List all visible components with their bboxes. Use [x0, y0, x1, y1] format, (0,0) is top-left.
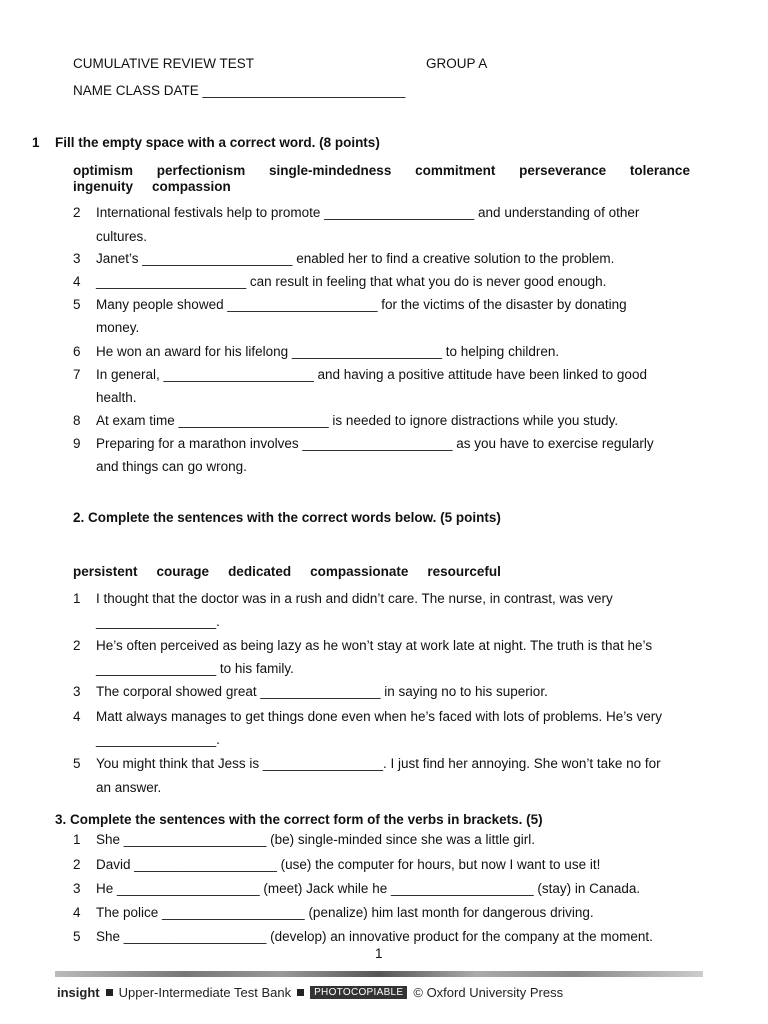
name-class-date-line: NAME CLASS DATE ___________________________: [73, 83, 406, 98]
square-bullet-icon: [106, 989, 113, 996]
word-bank-item: tolerance: [629, 163, 690, 178]
item-text: International festivals help to promote ____________________ and understanding of other: [96, 205, 640, 220]
item-text: At exam time ____________________ is needed to ignore distractions while you study.: [96, 413, 619, 428]
section1-word-bank-row1: [73, 163, 690, 178]
photocopiable-badge: PHOTOCOPIABLE: [310, 986, 407, 999]
item-text: The corporal showed great ________________ in saying no to his superior.: [96, 684, 548, 699]
word-bank-item: single-mindedness: [269, 163, 392, 178]
item-number: 2: [73, 205, 81, 220]
item-text: In general, ____________________ and having a positive attitude have been linked to good: [96, 367, 647, 382]
item-text: cultures.: [96, 229, 148, 244]
item-number: 3: [73, 251, 81, 266]
page-number: 1: [375, 946, 383, 961]
item-text: health.: [96, 390, 137, 405]
section3-heading: 3. Complete the sentences with the correct form of the verbs in brackets. (5): [55, 812, 543, 827]
item-number: 4: [73, 274, 81, 289]
word-bank-item: dedicated: [228, 564, 292, 579]
item-text: ________________ to his family.: [96, 661, 294, 676]
word-bank-item: compassion: [152, 179, 231, 194]
section1-heading: Fill the empty space with a correct word. (8 points): [55, 135, 380, 150]
item-number: 3: [73, 881, 81, 896]
item-text: ________________.: [96, 614, 220, 629]
section1-word-bank-row2: [73, 179, 231, 194]
item-text: He ___________________ (meet) Jack while he ___________________ (stay) in Canada.: [96, 881, 641, 896]
item-text: Matt always manages to get things done even when he’s faced with lots of problems. He’s very: [96, 709, 663, 724]
footer-publisher: © Oxford University Press: [413, 985, 564, 1000]
footer-decorative-bar: [55, 971, 703, 977]
item-number: 8: [73, 413, 81, 428]
item-text: an answer.: [96, 780, 162, 795]
item-text: money.: [96, 320, 140, 335]
item-text: ____________________ can result in feeling that what you do is never good enough.: [96, 274, 607, 289]
group-label: GROUP A: [426, 56, 488, 71]
item-number: 2: [73, 857, 81, 872]
word-bank-item: resourceful: [427, 564, 501, 579]
item-text: Janet’s ____________________ enabled her to find a creative solution to the problem.: [96, 251, 615, 266]
item-text: He won an award for his lifelong ____________________ to helping children.: [96, 344, 560, 359]
item-text: and things can go wrong.: [96, 459, 247, 474]
word-bank-item: ingenuity: [73, 179, 133, 194]
item-text: I thought that the doctor was in a rush and didn’t care. The nurse, in contrast, was very: [96, 591, 613, 606]
item-number: 9: [73, 436, 81, 451]
test-title: CUMULATIVE REVIEW TEST: [73, 56, 255, 71]
word-bank-item: perseverance: [519, 163, 607, 178]
section2-heading: 2. Complete the sentences with the correct words below. (5 points): [73, 510, 501, 525]
item-number: 5: [73, 297, 81, 312]
item-number: 5: [73, 929, 81, 944]
word-bank-item: persistent: [73, 564, 138, 579]
item-text: The police ___________________ (penalize) him last month for dangerous driving.: [96, 905, 594, 920]
item-text: He’s often perceived as being lazy as he won’t stay at work late at night. The truth is that he’s: [96, 638, 653, 653]
item-text: David ___________________ (use) the computer for hours, but now I want to use it!: [96, 857, 601, 872]
word-bank-item: perfectionism: [156, 163, 246, 178]
item-text: She ___________________ (develop) an innovative product for the company at the moment.: [96, 929, 653, 944]
item-number: 3: [73, 684, 81, 699]
section1-number: 1: [32, 135, 40, 150]
footer: [57, 985, 563, 1000]
item-number: 4: [73, 709, 81, 724]
section2-word-bank: [73, 564, 501, 579]
word-bank-item: commitment: [415, 163, 496, 178]
item-number: 7: [73, 367, 81, 382]
item-text: You might think that Jess is ________________. I just find her annoying. She won’t take no for: [96, 756, 661, 771]
word-bank-item: courage: [156, 564, 210, 579]
item-number: 1: [73, 832, 81, 847]
item-text: She ___________________ (be) single-minded since she was a little girl.: [96, 832, 536, 847]
item-number: 5: [73, 756, 81, 771]
word-bank-item: optimism: [73, 163, 134, 178]
word-bank-item: compassionate: [310, 564, 409, 579]
item-text: Many people showed ____________________ for the victims of the disaster by donating: [96, 297, 627, 312]
footer-series: Upper-Intermediate Test Bank: [118, 985, 292, 1000]
item-number: 6: [73, 344, 81, 359]
item-text: Preparing for a marathon involves ____________________ as you have to exercise regularly: [96, 436, 654, 451]
item-number: 4: [73, 905, 81, 920]
square-bullet-icon: [297, 989, 304, 996]
footer-brand: insight: [57, 985, 100, 1000]
item-text: ________________.: [96, 732, 220, 747]
item-number: 2: [73, 638, 81, 653]
item-number: 1: [73, 591, 81, 606]
